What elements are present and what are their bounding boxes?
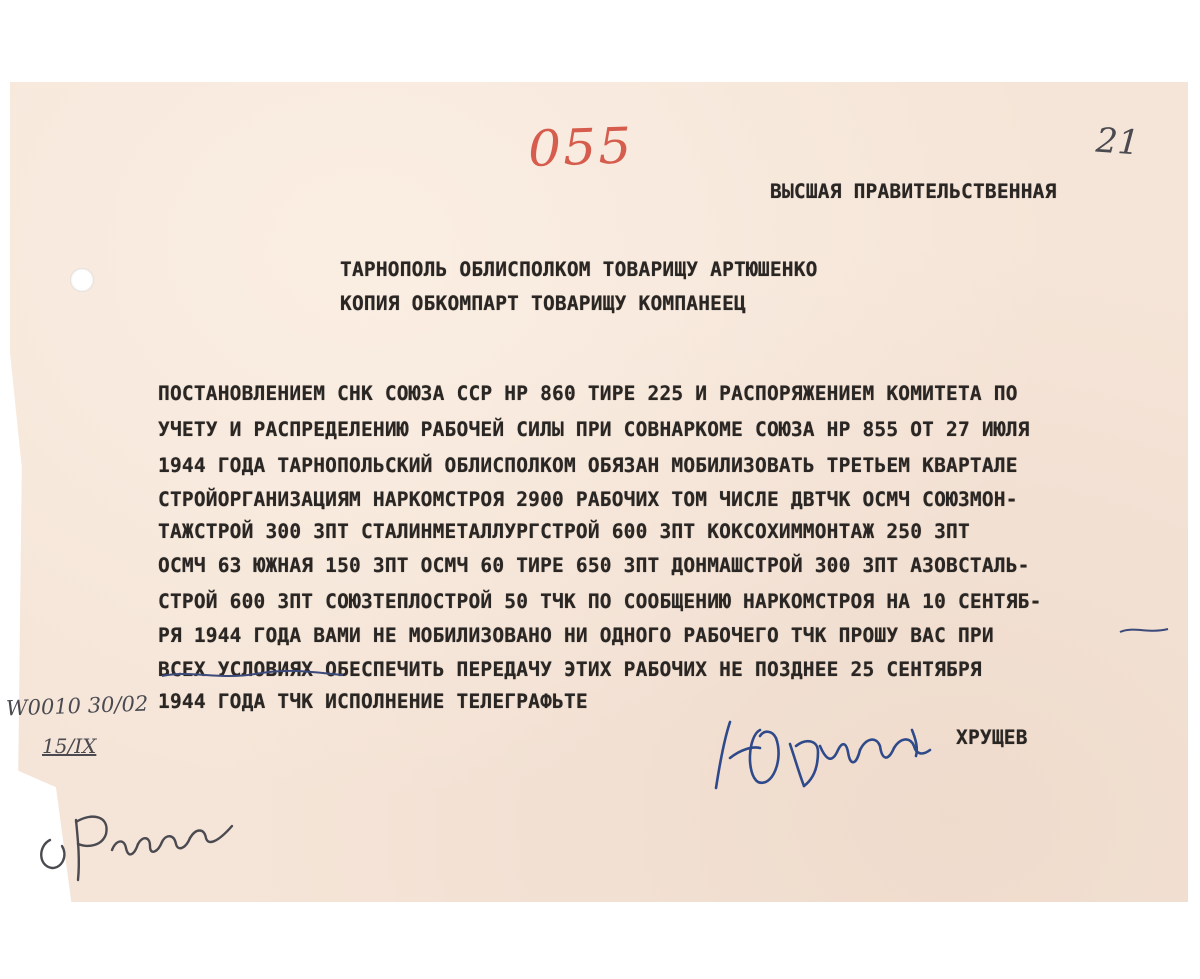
body-line-3: 1944 ГОДА ТАРНОПОЛЬСКИЙ ОБЛИСПОЛКОМ ОБЯЗАН МОБИЛИЗОВАТЬ ТРЕТЬЕМ КВАРТАЛЕ bbox=[158, 454, 1018, 477]
telegram-header: ВЫСШАЯ ПРАВИТЕЛЬСТВЕННАЯ bbox=[770, 180, 1057, 203]
address-line-2: КОПИЯ ОБКОМПАРТ ТОВАРИЩУ КОМПАНЕЕЦ bbox=[340, 292, 746, 315]
margin-code: W0010 30/02 bbox=[5, 691, 149, 721]
margin-date: 15/IX bbox=[42, 734, 97, 758]
body-line-4: СТРОЙОРГАНИЗАЦИЯМ НАРКОМСТРОЯ 2900 РАБОЧИХ ТОМ ЧИСЛЕ ДВТЧК ОСМЧ СОЮЗМОН- bbox=[158, 488, 1018, 511]
khrushchev-signature bbox=[700, 700, 940, 810]
page-number: 21 bbox=[1094, 120, 1141, 164]
body-line-1: ПОСТАНОВЛЕНИЕМ СНК СОЮЗА ССР НР 860 ТИРЕ 225 И РАСПОРЯЖЕНИЕМ КОМИТЕТА ПО bbox=[158, 382, 1018, 405]
signatory-name: ХРУЩЕВ bbox=[956, 726, 1028, 749]
strikethrough-mark-2 bbox=[1118, 620, 1170, 640]
punch-hole bbox=[70, 268, 94, 292]
body-line-8: РЯ 1944 ГОДА ВАМИ НЕ МОБИЛИЗОВАНО НИ ОДНОГО РАБОЧЕГО ТЧК ПРОШУ ВАС ПРИ bbox=[158, 624, 994, 647]
body-line-7: СТРОЙ 600 ЗПТ СОЮЗТЕПЛОСТРОЙ 50 ТЧК ПО СООБЩЕНИЮ НАРКОМСТРОЯ НА 10 СЕНТЯБ- bbox=[158, 590, 1042, 613]
body-line-2: УЧЕТУ И РАСПРЕДЕЛЕНИЮ РАБОЧЕЙ СИЛЫ ПРИ СОВНАРКОМЕ СОЮЗА НР 855 ОТ 27 ИЮЛЯ bbox=[158, 418, 1030, 441]
red-registry-number: 055 bbox=[527, 117, 635, 179]
strikethrough-mark bbox=[160, 666, 345, 684]
margin-signature bbox=[28, 790, 248, 890]
address-line-1: ТАРНОПОЛЬ ОБЛИСПОЛКОМ ТОВАРИЩУ АРТЮШЕНКО bbox=[340, 258, 818, 281]
body-line-10: 1944 ГОДА ТЧК ИСПОЛНЕНИЕ ТЕЛЕГРАФЬТЕ bbox=[158, 690, 588, 713]
body-line-9: ВСЕХ УСЛОВИЯХ ОБЕСПЕЧИТЬ ПЕРЕДАЧУ ЭТИХ РАБОЧИХ НЕ ПОЗДНЕЕ 25 СЕНТЯБРЯ bbox=[158, 658, 982, 681]
body-line-6: ОСМЧ 63 ЮЖНАЯ 150 ЗПТ ОСМЧ 60 ТИРЕ 650 ЗПТ ДОНМАШСТРОЙ 300 ЗПТ АЗОВСТАЛЬ- bbox=[158, 554, 1030, 577]
body-line-5: ТАЖСТРОЙ 300 ЗПТ СТАЛИНМЕТАЛЛУРГСТРОЙ 600 ЗПТ КОКСОХИММОНТАЖ 250 ЗПТ bbox=[158, 520, 970, 543]
